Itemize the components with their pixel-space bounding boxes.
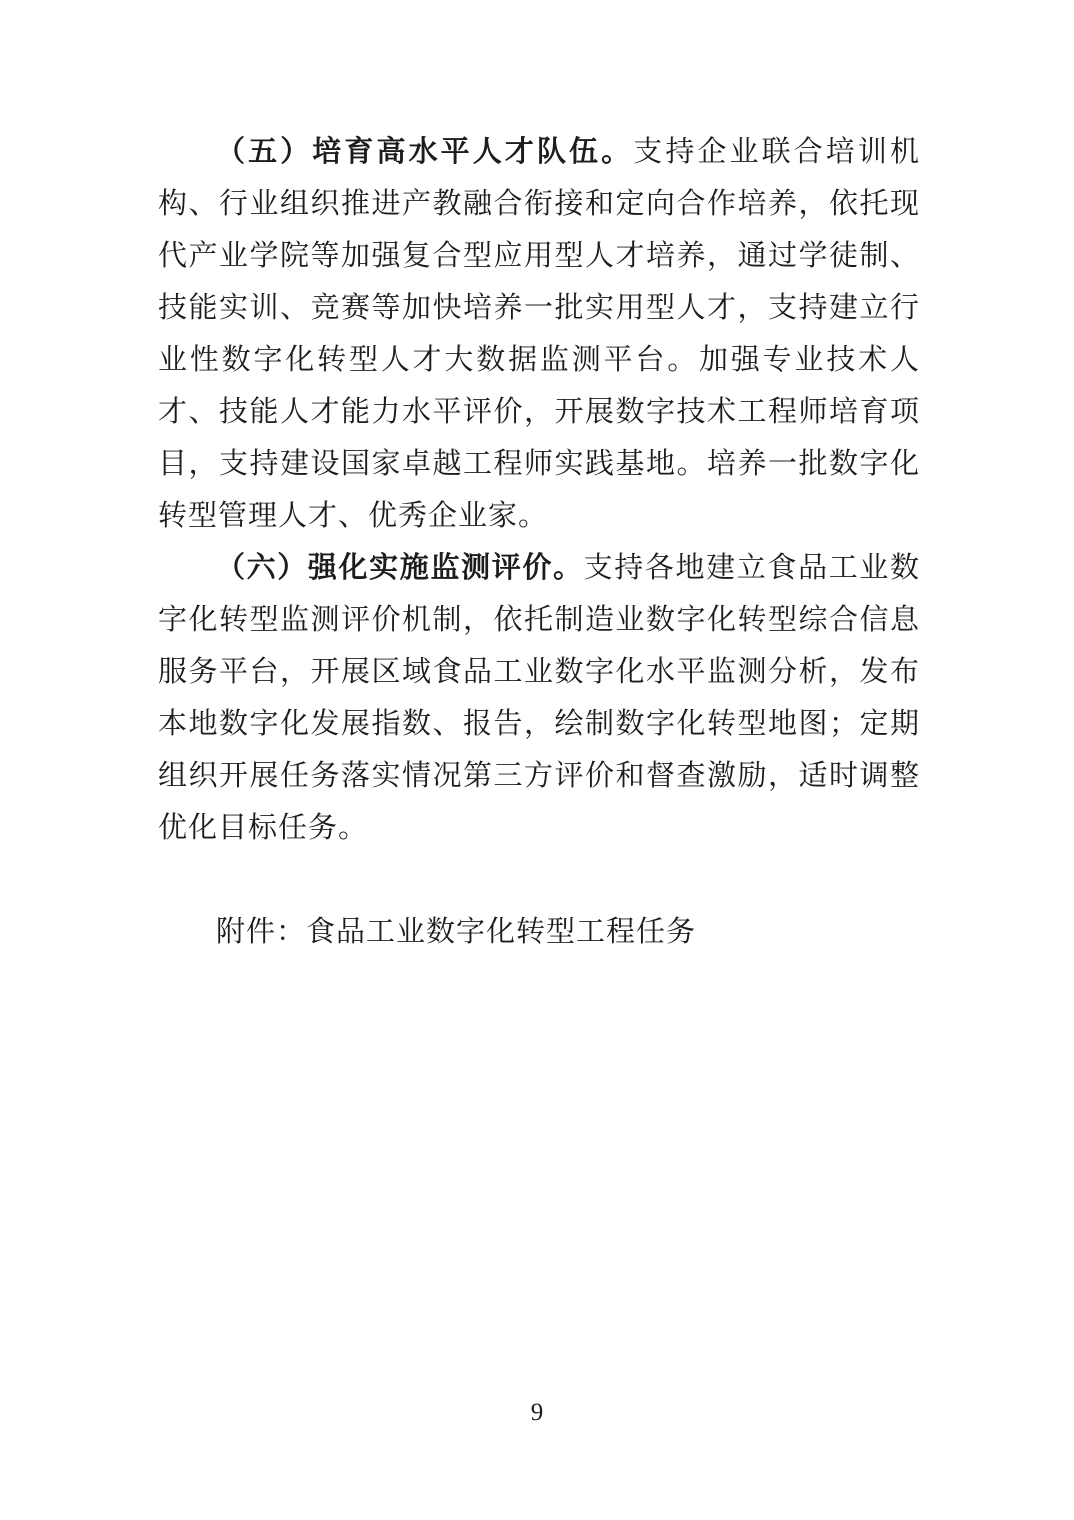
paragraph-section-5 bbox=[158, 126, 920, 542]
section-6-body: 支持各地建立食品工业数字化转型监测评价机制，依托制造业数字化转型综合信息服务平台，开展区域食品工业数字化水平监测分析，发布本地数字化发展指数、报告，绘制数字化转型地图；定期组织开展任务落实情况第三方评价和督查激励，适时调整优化目标任务。 bbox=[158, 552, 920, 844]
section-6-heading: （六）强化实施监测评价。 bbox=[216, 552, 584, 584]
paragraph-section-6 bbox=[158, 542, 920, 854]
document-body bbox=[158, 126, 920, 958]
attachment-label: 附件： bbox=[216, 916, 307, 948]
section-5-body: 支持企业联合培训机构、行业组织推进产教融合衔接和定向合作培养，依托现代产业学院等加强复合型应用型人才培养，通过学徒制、技能实训、竞赛等加快培养一批实用型人才，支持建立行业性数字化转型人才大数据监测平台。加强专业技术人才、技能人才能力水平评价，开展数字技术工程师培育项目，支持建设国家卓越工程师实践基地。培养一批数字化转型管理人才、优秀企业家。 bbox=[158, 136, 920, 532]
attachment-line bbox=[158, 906, 920, 958]
attachment-title: 食品工业数字化转型工程任务 bbox=[306, 916, 697, 948]
page-number: 9 bbox=[530, 1399, 544, 1426]
section-5-heading: （五）培育高水平人才队伍。 bbox=[216, 136, 634, 168]
